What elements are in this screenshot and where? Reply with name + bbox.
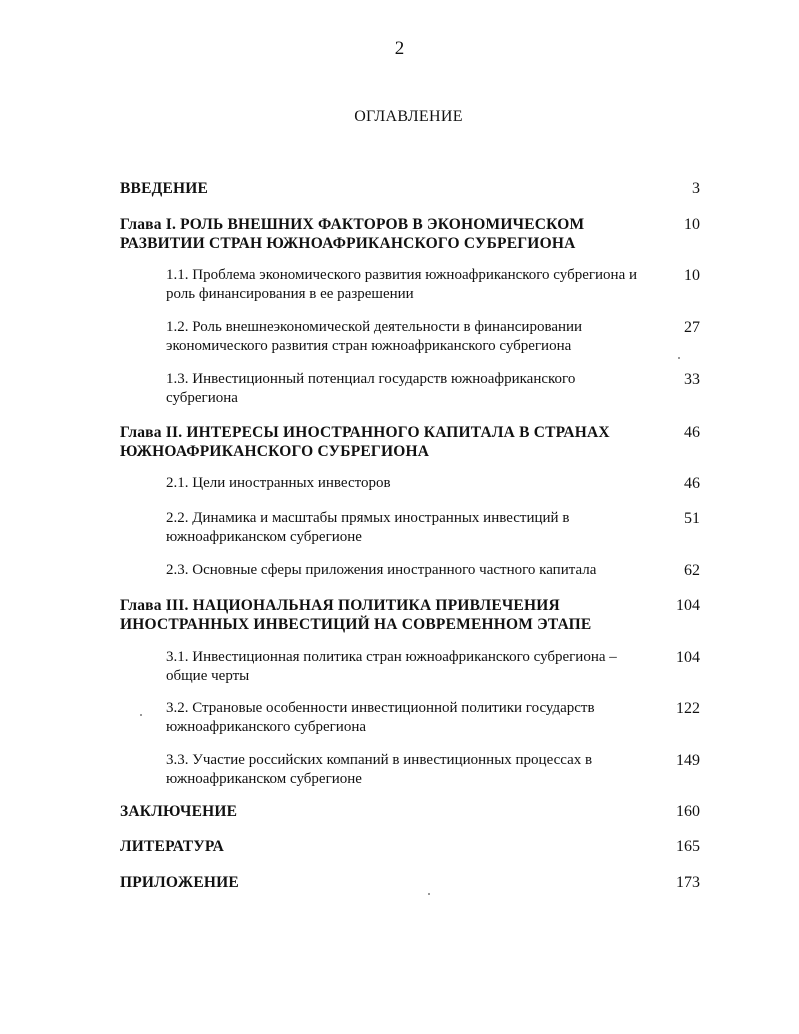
toc-entry-page: 62	[684, 562, 700, 579]
toc-entry-page: 3	[692, 180, 700, 197]
toc-entry-literature[interactable]	[120, 837, 700, 856]
toc-entry-page: 46	[684, 475, 700, 492]
toc-entry-label: ЛИТЕРАТУРА	[120, 838, 224, 855]
toc-entry-section-2-3[interactable]	[166, 561, 700, 580]
toc-entry-introduction[interactable]	[120, 179, 700, 198]
toc-entry-label: Глава II. ИНТЕРЕСЫ ИНОСТРАННОГО КАПИТАЛА В СТРАНАХ ЮЖНОАФРИКАНСКОГО СУБРЕГИОНА	[120, 424, 610, 460]
toc-entry-section-3-3[interactable]	[166, 751, 700, 789]
toc-entry-section-3-1[interactable]	[166, 648, 700, 686]
toc-entry-page: 51	[684, 510, 700, 527]
toc-entry-page: 10	[684, 267, 700, 284]
toc-entry-conclusion[interactable]	[120, 802, 700, 821]
toc-entry-page: 160	[676, 803, 700, 820]
toc-entry-label: 3.3. Участие российских компаний в инвестиционных процессах в южноафриканском субрегионе	[166, 752, 593, 787]
toc-entry-label: Глава I. РОЛЬ ВНЕШНИХ ФАКТОРОВ В ЭКОНОМИЧЕСКОМ РАЗВИТИИ СТРАН ЮЖНОАФРИКАНСКОГО СУБРЕГИОНА	[120, 216, 585, 252]
toc-entry-page: 165	[676, 838, 700, 855]
toc-entry-chapter-3[interactable]	[120, 596, 700, 634]
toc-entry-page: 104	[676, 649, 700, 666]
toc-entry-label: 3.2. Страновые особенности инвестиционной политики государств южноафриканского субрегиона	[166, 700, 595, 735]
toc-entry-label: 1.2. Роль внешнеэкономической деятельности в финансировании экономического развития стран южноафриканского субрегиона	[166, 319, 583, 354]
toc-entry-section-3-2[interactable]	[166, 699, 700, 737]
toc-entry-chapter-2[interactable]	[120, 423, 700, 461]
toc-entry-label: ЗАКЛЮЧЕНИЕ	[120, 803, 238, 820]
toc-entry-page: 46	[684, 424, 700, 441]
toc-entry-label: 1.1. Проблема экономического развития южноафриканского субрегиона и роль финансирования в ее разрешении	[166, 267, 637, 302]
page-number: 2	[394, 38, 405, 59]
toc-entry-page: 104	[676, 597, 700, 614]
toc-entry-section-2-2[interactable]	[166, 509, 700, 547]
toc-entry-page: 27	[684, 319, 700, 336]
toc-entry-page: 173	[676, 874, 700, 891]
toc-entry-page: 149	[676, 752, 700, 769]
toc-entry-chapter-1[interactable]	[120, 215, 700, 253]
scan-speck	[140, 714, 142, 716]
toc-entry-label: 2.2. Динамика и масштабы прямых иностранных инвестиций в южноафриканском субрегионе	[166, 510, 570, 545]
toc-entry-appendix[interactable]	[120, 873, 700, 892]
toc-entry-label: 2.3. Основные сферы приложения иностранного частного капитала	[166, 562, 597, 578]
toc-entry-page: 10	[684, 216, 700, 233]
toc-entry-page: 122	[676, 700, 700, 717]
toc-entry-label: 2.1. Цели иностранных инвесторов	[166, 475, 391, 491]
scan-speck	[678, 357, 680, 359]
toc-entry-label: 3.1. Инвестиционная политика стран южноафриканского субрегиона – общие черты	[166, 649, 617, 684]
toc-entry-label: ВВЕДЕНИЕ	[120, 180, 209, 197]
toc-entry-section-1-3[interactable]	[166, 370, 700, 408]
scan-speck	[428, 893, 430, 895]
toc-entry-section-2-1[interactable]	[166, 474, 700, 493]
toc-entry-section-1-1[interactable]	[166, 266, 700, 304]
toc-entry-label: Глава III. НАЦИОНАЛЬНАЯ ПОЛИТИКА ПРИВЛЕЧЕНИЯ ИНОСТРАННЫХ ИНВЕСТИЦИЙ НА СОВРЕМЕННОМ ЭТАПЕ	[120, 597, 592, 633]
toc-entry-page: 33	[684, 371, 700, 388]
page-title: ОГЛАВЛЕНИЕ	[354, 108, 463, 125]
toc-entry-label: 1.3. Инвестиционный потенциал государств южноафриканского субрегиона	[166, 371, 576, 406]
toc-entry-section-1-2[interactable]	[166, 318, 700, 356]
toc-entry-label: ПРИЛОЖЕНИЕ	[120, 874, 239, 891]
